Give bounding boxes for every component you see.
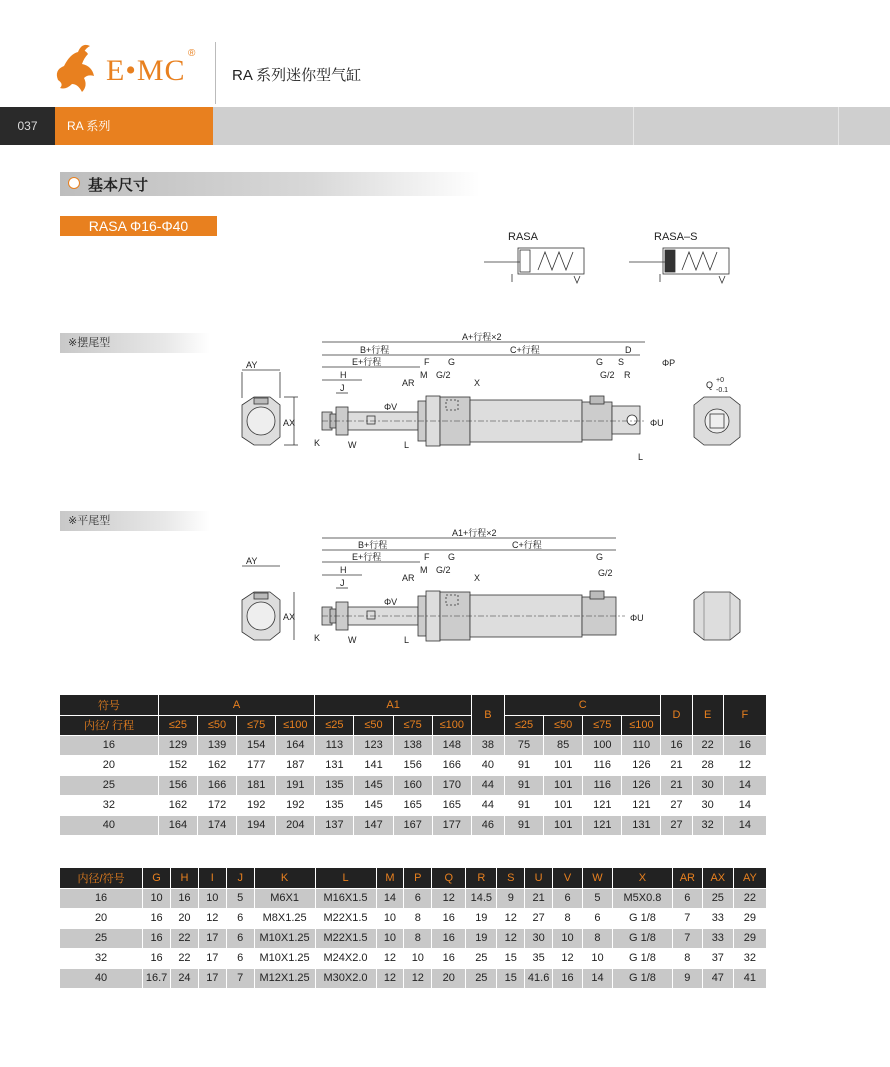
table-cell: 21 <box>661 775 692 795</box>
dim-ar: AR <box>402 573 415 583</box>
page-title: RA 系列迷你型气缸 <box>232 67 362 84</box>
table-cell: 10 <box>198 888 226 908</box>
header-cell: S <box>497 868 525 888</box>
table-cell: M22X1.5 <box>315 928 376 948</box>
table-cell: 165 <box>393 795 432 815</box>
table-cell: 8 <box>404 928 432 948</box>
table-row <box>60 888 767 908</box>
dim-g: G <box>596 357 604 367</box>
dim-f: F <box>424 552 430 562</box>
model-tag: RASA Φ16-Φ40 <box>60 216 217 236</box>
header-cell: J <box>226 868 254 888</box>
table-cell: 147 <box>354 815 393 835</box>
table-cell: 126 <box>622 755 661 775</box>
table-cell: 165 <box>432 795 471 815</box>
dim-s: S <box>618 357 625 367</box>
stroke-header-cell: ≤50 <box>197 715 236 735</box>
table-cell: 192 <box>237 795 276 815</box>
dim-g2: G/2 <box>436 565 451 575</box>
dim-g2: G/2 <box>600 370 615 380</box>
dim-phi-u: ΦU <box>630 613 644 623</box>
dimension-table-b <box>60 868 767 989</box>
header-cell: A1 <box>315 695 472 715</box>
dim-b-stroke: B+行程 <box>358 540 388 550</box>
table-cell: 22 <box>733 888 766 908</box>
table-cell: 10 <box>583 948 613 968</box>
table-row <box>60 795 767 815</box>
stroke-header-cell: ≤75 <box>393 715 432 735</box>
table-cell: 12 <box>723 755 766 775</box>
table-cell: 16 <box>661 735 692 755</box>
table-cell: 20 <box>171 908 199 928</box>
dim-e-stroke: E+行程 <box>352 552 382 562</box>
dim-ax: AX <box>283 612 296 622</box>
table-cell: 135 <box>315 795 354 815</box>
header-cell: Q <box>432 868 466 888</box>
table-cell: G 1/8 <box>612 908 672 928</box>
dim-l: L <box>638 452 644 462</box>
table-cell: 17 <box>198 948 226 968</box>
table-cell: 40 <box>471 755 504 775</box>
table-cell: 19 <box>466 928 497 948</box>
dim-g2: G/2 <box>436 370 451 380</box>
table-cell: 40 <box>60 968 143 988</box>
header-cell: K <box>254 868 315 888</box>
table-cell: 44 <box>471 795 504 815</box>
table-cell: M8X1.25 <box>254 908 315 928</box>
table-cell: 22 <box>692 735 723 755</box>
table-cell: 91 <box>504 815 543 835</box>
dim-f: F <box>424 357 430 367</box>
table-cell: 17 <box>198 968 226 988</box>
table-cell: 121 <box>583 815 622 835</box>
dim-k: K <box>314 633 321 643</box>
table-cell: 17 <box>198 928 226 948</box>
table-cell: 164 <box>158 815 197 835</box>
dim-q: Q <box>706 380 714 390</box>
stroke-header-cell: ≤25 <box>315 715 354 735</box>
table-cell: 137 <box>315 815 354 835</box>
dim-phi-v: ΦV <box>384 597 398 607</box>
table-cell: 25 <box>60 928 143 948</box>
stroke-header-cell: ≤100 <box>622 715 661 735</box>
table-cell: 16 <box>60 735 158 755</box>
table-cell: 192 <box>276 795 315 815</box>
table-cell: 139 <box>197 735 236 755</box>
table-cell: 7 <box>226 968 254 988</box>
table-cell: 5 <box>226 888 254 908</box>
table-cell: 44 <box>471 775 504 795</box>
table-cell: 30 <box>525 928 553 948</box>
table-row <box>60 968 767 988</box>
table-cell: 9 <box>497 888 525 908</box>
table-cell: 100 <box>583 735 622 755</box>
table-cell: 8 <box>672 948 702 968</box>
rasa-label: RASA <box>508 231 538 243</box>
table-cell: 16 <box>553 968 583 988</box>
table-cell: G 1/8 <box>612 928 672 948</box>
table-cell: 101 <box>544 815 583 835</box>
header-cell: U <box>525 868 553 888</box>
table-cell: 204 <box>276 815 315 835</box>
table-cell: 10 <box>553 928 583 948</box>
table-cell: 38 <box>471 735 504 755</box>
table-cell: 16.7 <box>143 968 171 988</box>
dim-k: K <box>314 438 321 448</box>
dim-l: L <box>404 635 410 645</box>
table-cell: 16 <box>432 908 466 928</box>
page-number: 037 <box>0 107 55 145</box>
table-cell: 20 <box>60 755 158 775</box>
rasa-s-symbol <box>629 231 729 283</box>
dim-r: R <box>624 370 631 380</box>
table-row <box>60 735 767 755</box>
dim-b-stroke: B+行程 <box>360 345 390 355</box>
table-cell: 24 <box>171 968 199 988</box>
table-cell: M6X1 <box>254 888 315 908</box>
header-cell: AR <box>672 868 702 888</box>
table-cell: 167 <box>393 815 432 835</box>
header-cell: X <box>612 868 672 888</box>
stroke-header-cell: ≤75 <box>237 715 276 735</box>
table-cell: 6 <box>553 888 583 908</box>
header-cell: V <box>553 868 583 888</box>
table-cell: 14.5 <box>466 888 497 908</box>
table-cell: 14 <box>376 888 404 908</box>
table-cell: 12 <box>497 908 525 928</box>
table-cell: 194 <box>237 815 276 835</box>
dim-a1-total: A1+行程×2 <box>452 528 497 538</box>
header-cell: R <box>466 868 497 888</box>
dim-l: L <box>404 440 410 450</box>
header-cell: P <box>404 868 432 888</box>
table-cell: 10 <box>404 948 432 968</box>
table-cell: 162 <box>158 795 197 815</box>
table-cell: 9 <box>672 968 702 988</box>
header-cell: H <box>171 868 199 888</box>
table-cell: M22X1.5 <box>315 908 376 928</box>
table-cell: 131 <box>315 755 354 775</box>
header-cell: E <box>692 695 723 735</box>
table-cell: 172 <box>197 795 236 815</box>
dim-q-tol-up: +0 <box>716 377 724 384</box>
table-cell: 16 <box>432 928 466 948</box>
table-cell: 40 <box>60 815 158 835</box>
table-row <box>60 908 767 928</box>
dim-phi-u: ΦU <box>650 418 664 428</box>
dim-phi-p: ΦP <box>662 358 676 368</box>
table-cell: 10 <box>376 928 404 948</box>
table-cell: 160 <box>393 775 432 795</box>
table-cell: M12X1.25 <box>254 968 315 988</box>
table-cell: 148 <box>432 735 471 755</box>
table-cell: 156 <box>158 775 197 795</box>
table-cell: 12 <box>198 908 226 928</box>
table-row <box>60 755 767 775</box>
table-cell: 33 <box>702 928 733 948</box>
table-cell: 7 <box>672 928 702 948</box>
table-cell: 5 <box>583 888 613 908</box>
dim-g: G <box>448 552 456 562</box>
table-cell: 8 <box>553 908 583 928</box>
table-cell: G 1/8 <box>612 968 672 988</box>
dim-w: W <box>348 440 357 450</box>
table-cell: 37 <box>702 948 733 968</box>
table-cell: 116 <box>583 755 622 775</box>
table-cell: 6 <box>672 888 702 908</box>
table-cell: 6 <box>583 908 613 928</box>
dim-g: G <box>448 357 456 367</box>
flat-tail-label: ※平尾型 <box>60 511 210 531</box>
table-cell: 170 <box>432 775 471 795</box>
dimension-table-a <box>60 695 767 836</box>
table-cell: 166 <box>197 775 236 795</box>
table-cell: 154 <box>237 735 276 755</box>
table-row <box>60 948 767 968</box>
table-cell: 191 <box>276 775 315 795</box>
stroke-header-cell: ≤50 <box>544 715 583 735</box>
table-cell: 6 <box>226 948 254 968</box>
header-cell: D <box>661 695 692 735</box>
header-cell: I <box>198 868 226 888</box>
table-cell: 14 <box>723 815 766 835</box>
table-cell: 110 <box>622 735 661 755</box>
table-cell: 33 <box>702 908 733 928</box>
header-cell: AY <box>733 868 766 888</box>
table-cell: 32 <box>692 815 723 835</box>
table-cell: 12 <box>497 928 525 948</box>
table-cell: 91 <box>504 755 543 775</box>
table-cell: 41.6 <box>525 968 553 988</box>
table-cell: 181 <box>237 775 276 795</box>
table-cell: 10 <box>143 888 171 908</box>
table-row <box>60 775 767 795</box>
dim-e-stroke: E+行程 <box>352 357 382 367</box>
section-title: 基本尺寸 <box>88 177 149 194</box>
table-cell: 121 <box>622 795 661 815</box>
dim-d: D <box>625 345 632 355</box>
rasa-symbol <box>484 231 584 283</box>
dim-a-total: A+行程×2 <box>462 332 502 342</box>
table-cell: 25 <box>466 948 497 968</box>
dim-m: M <box>420 370 428 380</box>
header-cell: L <box>315 868 376 888</box>
table-cell: 6 <box>226 908 254 928</box>
table-cell: 75 <box>504 735 543 755</box>
table-cell: 46 <box>471 815 504 835</box>
table-cell: 162 <box>197 755 236 775</box>
table-cell: 12 <box>432 888 466 908</box>
dim-ar: AR <box>402 378 415 388</box>
table-cell: 32 <box>60 948 143 968</box>
header-cell: W <box>583 868 613 888</box>
table-cell: 29 <box>733 908 766 928</box>
table-cell: 113 <box>315 735 354 755</box>
table-cell: M30X2.0 <box>315 968 376 988</box>
table-cell: 138 <box>393 735 432 755</box>
table-cell: 16 <box>432 948 466 968</box>
table-cell: 27 <box>525 908 553 928</box>
dim-ax: AX <box>283 418 296 428</box>
flat-tail-drawing <box>242 527 740 645</box>
table-cell: 101 <box>544 755 583 775</box>
table-cell: 12 <box>553 948 583 968</box>
table-cell: 166 <box>432 755 471 775</box>
dim-w: W <box>348 635 357 645</box>
swing-tail-drawing <box>242 331 740 462</box>
swing-tail-label: ※摆尾型 <box>60 333 210 353</box>
table-cell: 20 <box>60 908 143 928</box>
table-cell: 116 <box>583 775 622 795</box>
table-cell: 16 <box>143 908 171 928</box>
table-cell: 12 <box>404 968 432 988</box>
table-cell: 12 <box>376 968 404 988</box>
table-cell: 7 <box>672 908 702 928</box>
dim-c-stroke: C+行程 <box>510 345 540 355</box>
table-cell: 8 <box>583 928 613 948</box>
stroke-header-cell: ≤25 <box>158 715 197 735</box>
dim-g2: G/2 <box>598 568 613 578</box>
header-cell: B <box>471 695 504 735</box>
table-row <box>60 815 767 835</box>
table-cell: 16 <box>143 948 171 968</box>
table-cell: 174 <box>197 815 236 835</box>
table-cell: 126 <box>622 775 661 795</box>
table-cell: 10 <box>376 908 404 928</box>
table-cell: 145 <box>354 795 393 815</box>
table-cell: 91 <box>504 775 543 795</box>
table-cell: 6 <box>226 928 254 948</box>
table-cell: 152 <box>158 755 197 775</box>
table-cell: 19 <box>466 908 497 928</box>
table-cell: 25 <box>466 968 497 988</box>
table-cell: 177 <box>432 815 471 835</box>
table-cell: 15 <box>497 968 525 988</box>
table-cell: G 1/8 <box>612 948 672 968</box>
table-cell: M10X1.25 <box>254 948 315 968</box>
table-cell: 156 <box>393 755 432 775</box>
series-label: RA 系列 <box>55 107 213 145</box>
table-cell: 187 <box>276 755 315 775</box>
stroke-header-cell: ≤25 <box>504 715 543 735</box>
stroke-header-cell: ≤100 <box>276 715 315 735</box>
dim-h: H <box>340 565 347 575</box>
rasa-s-label: RASA–S <box>654 231 698 243</box>
table-cell: 21 <box>661 755 692 775</box>
table-cell: 14 <box>723 795 766 815</box>
table-cell: 145 <box>354 775 393 795</box>
table-cell: 131 <box>622 815 661 835</box>
table-cell: 14 <box>583 968 613 988</box>
table-cell: 6 <box>404 888 432 908</box>
header-cell: A <box>158 695 315 715</box>
table-cell: 29 <box>733 928 766 948</box>
table-cell: 101 <box>544 775 583 795</box>
table-cell: M24X2.0 <box>315 948 376 968</box>
table-cell: 123 <box>354 735 393 755</box>
dim-j: J <box>340 383 345 393</box>
table-cell: 25 <box>60 775 158 795</box>
table-cell: 22 <box>171 928 199 948</box>
table-cell: 21 <box>525 888 553 908</box>
dim-ay: AY <box>246 360 258 370</box>
dim-phi-v: ΦV <box>384 402 398 412</box>
table-cell: 28 <box>692 755 723 775</box>
registered-mark: ® <box>188 48 196 59</box>
stroke-header-cell: ≤100 <box>432 715 471 735</box>
table-cell: 12 <box>376 948 404 968</box>
brand-name: E•MC <box>106 54 186 87</box>
header-cell: C <box>504 695 661 715</box>
table-row <box>60 928 767 948</box>
dim-q-tol-low: -0.1 <box>716 387 729 394</box>
dim-ay: AY <box>246 556 258 566</box>
table-cell: 164 <box>276 735 315 755</box>
table-cell: 15 <box>497 948 525 968</box>
header-cell: F <box>723 695 766 735</box>
dim-x: X <box>474 378 481 388</box>
dim-x: X <box>474 573 481 583</box>
table-cell: M10X1.25 <box>254 928 315 948</box>
table-cell: 16 <box>723 735 766 755</box>
header-cell: 符号 <box>60 695 158 715</box>
header-cell: 内径/符号 <box>60 868 143 888</box>
table-cell: 30 <box>692 775 723 795</box>
dim-j: J <box>340 578 345 588</box>
table-cell: 32 <box>733 948 766 968</box>
dim-g: G <box>596 552 604 562</box>
table-cell: 25 <box>702 888 733 908</box>
dim-h: H <box>340 370 347 380</box>
dim-c-stroke: C+行程 <box>512 540 542 550</box>
table-cell: M16X1.5 <box>315 888 376 908</box>
table-cell: 22 <box>171 948 199 968</box>
table-cell: 14 <box>723 775 766 795</box>
stroke-header-cell: ≤75 <box>583 715 622 735</box>
table-cell: 27 <box>661 815 692 835</box>
table-cell: 41 <box>733 968 766 988</box>
table-cell: 141 <box>354 755 393 775</box>
table-cell: 35 <box>525 948 553 968</box>
table-cell: 85 <box>544 735 583 755</box>
table-cell: 121 <box>583 795 622 815</box>
dim-m: M <box>420 565 428 575</box>
table-cell: 91 <box>504 795 543 815</box>
header-cell: AX <box>702 868 733 888</box>
table-cell: 8 <box>404 908 432 928</box>
table-cell: M5X0.8 <box>612 888 672 908</box>
table-cell: 16 <box>60 888 143 908</box>
table-cell: 135 <box>315 775 354 795</box>
table-cell: 20 <box>432 968 466 988</box>
table-cell: 47 <box>702 968 733 988</box>
table-cell: 32 <box>60 795 158 815</box>
table-cell: 30 <box>692 795 723 815</box>
header-cell: G <box>143 868 171 888</box>
header-cell: M <box>376 868 404 888</box>
stroke-header-cell: ≤50 <box>354 715 393 735</box>
table-cell: 177 <box>237 755 276 775</box>
table-cell: 27 <box>661 795 692 815</box>
table-cell: 129 <box>158 735 197 755</box>
table-cell: 101 <box>544 795 583 815</box>
header-cell: 内径/ 行程 <box>60 715 158 735</box>
table-cell: 16 <box>171 888 199 908</box>
table-cell: 16 <box>143 928 171 948</box>
